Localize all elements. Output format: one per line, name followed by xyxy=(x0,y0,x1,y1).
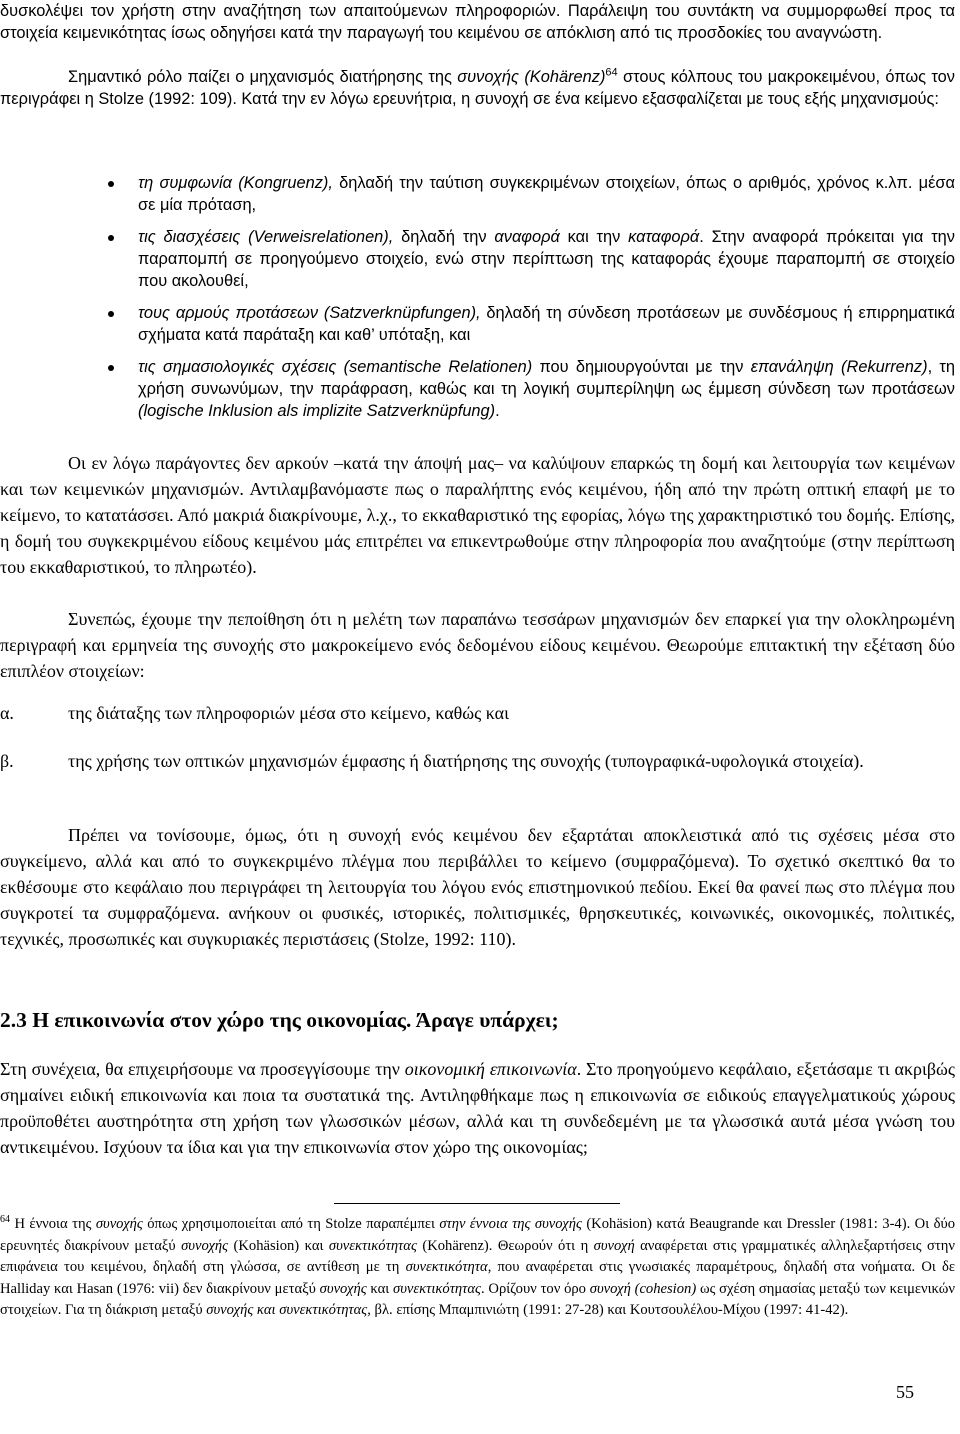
list-item xyxy=(0,226,955,292)
text-run: (Kohärenz). Θεωρούν ότι η xyxy=(416,1237,594,1254)
term-italic: συνεκτικότητας xyxy=(393,1280,481,1297)
text-run: , τη χρήση συνωνύμων, την παράφραση, καθώς και τη λογική συμπερίληψη ως έμμεση σύνδεση των προτάσεων xyxy=(138,358,955,398)
list-item xyxy=(0,172,955,216)
term-italic: τη συμφωνία (Kongruenz), xyxy=(138,174,333,192)
list-item xyxy=(0,356,955,422)
continued-line: από τις προσδοκίες του αναγνώστη. xyxy=(619,24,883,42)
text-run: . Στο προηγούμενο κεφάλαιο, εξετάσαμε τι ακριβώς σημαίνει ειδική επικοινωνία και ποια τα συστατικά της. Αντιληφθήκαμε πως η επικοινωνία σε ειδικούς επαγγελματικούς χώρους προϋποθέτει αυστηρότητα στη χρήση των γλωσσικών μέσων, αλλά και τη συνδεδεμένη με τα γλωσσικά αυτά μέσα γνώση του αντικειμένου. Ισχύουν τα ίδια και για την επικοινωνία στον χώρο της οικονομίας; xyxy=(0,1059,955,1157)
text-run: δηλαδή τη σύνδεση προτάσεων με συνδέσμους ή επιρρηματικά σχήματα κατά παράταξη και καθ’ υπόταξη, και xyxy=(138,304,955,344)
text-run: . Ορίζουν τον όρο xyxy=(480,1280,590,1297)
bullet-icon xyxy=(108,181,114,187)
continued-paragraph xyxy=(0,0,955,44)
term-italic: συνοχής και συνεκτικότητας xyxy=(206,1302,368,1318)
text-run: Σημαντικό ρόλο παίζει ο μηχανισμός διατήρησης της xyxy=(68,68,458,86)
footnote-number: 64 xyxy=(0,1214,10,1226)
text-run: . Στην αναφορά πρόκειται για την παραπομπή σε προηγούμενο στοιχείο, ενώ στην περίπτωση της καταφοράς έχουμε παραπομπή σε στοιχείο που ακολουθεί, xyxy=(138,228,955,290)
enum-label: β. xyxy=(0,751,14,771)
term-italic: (logische Inklusion als implizite Satzverknüpfung) xyxy=(138,402,496,420)
term-italic: συνοχής xyxy=(181,1237,229,1254)
text-run: . xyxy=(495,402,500,420)
term-italic: στην έννοια της συνοχής xyxy=(439,1216,582,1232)
text-run: στους κόλπους του μακροκειμένου, όπως τον περιγράφει η Stolze (1992: 109). Κατά την εν λόγω ερευνήτρια, η συνοχή σε ένα κείμενο εξασφαλίζεται με τους εξής μηχανισμούς: xyxy=(0,68,955,108)
term-italic: συνοχή xyxy=(593,1237,635,1254)
text-run: αναφέρεται στις γραμματικές αλληλεξαρτήσεις στην επιφάνεια του κειμένου, δηλαδή στη γλώσσα, σε αντίθεση με τη xyxy=(0,1237,956,1275)
text-run: Στη συνέχεια, θα επιχειρήσουμε να προσεγγίσουμε την xyxy=(0,1059,405,1079)
text-run: , που αναφέρεται στις γνωσιακές παραμέτρους, δηλαδή στα νοήματα. Οι δε Halliday και Hasan (1976: vii) δεν διακρίνουν μεταξύ xyxy=(0,1259,955,1297)
bullet-icon xyxy=(108,311,114,317)
text-run: και xyxy=(366,1280,393,1297)
term-italic: συνεκτικότητας xyxy=(328,1237,417,1254)
list-item xyxy=(0,302,955,346)
text-run: (Kohäsion) και xyxy=(228,1237,329,1254)
term-italic: οικονομική επικοινωνία xyxy=(404,1059,577,1079)
text-run: δηλαδή την ταύτιση συγκεκριμένων στοιχείων, όπως ο αριθμός, χρόνος κ.λπ. μέσα σε μία πρόταση, xyxy=(138,174,955,214)
mechanism-list xyxy=(0,172,955,432)
paragraph-conviction: Συνεπώς, έχουμε την πεποίθηση ότι η μελέτη των παραπάνω τεσσάρων μηχανισμών δεν επαρκεί για την ολοκληρωμένη περιγραφή και ερμηνεία της συνοχής στο μακροκείμενο ενός δεδομένου είδους κειμένου. Θεωρούμε επιτακτική την εξέταση δύο επιπλέον στοιχείων: xyxy=(0,609,955,681)
text-run: όπως χρησιμοποιείται από τη Stolze παραπέμπει xyxy=(142,1216,440,1232)
enum-item-b xyxy=(0,748,955,774)
term-italic: τις σημασιολογικές σχέσεις (semantische Relationen) xyxy=(138,358,533,376)
term-italic: συνοχής xyxy=(95,1216,143,1232)
enum-text: της χρήσης των οπτικών μηχανισμών έμφασης ή διατήρησης της συνοχής (τυπογραφικά-υφολογικά στοιχεία). xyxy=(68,751,864,771)
section-heading: 2.3 Η επικοινωνία στον χώρο της οικονομίας. Άραγε υπάρχει; xyxy=(0,1008,559,1032)
paragraph-context: Πρέπει να τονίσουμε, όμως, ότι η συνοχή ενός κειμένου δεν εξαρτάται αποκλειστικά από τις σχέσεις μέσα στο συγκείμενο, αλλά και από το συγκεκριμένο πλέγμα που περιβάλλει το κείμενο (συμφραζόμενα). Το σχετικό σκεπτικό θα το εκθέσουμε στο κεφάλαιο που περιγράφει τη λειτουργία του λόγου ενός επιστημονικού πεδίου. Εκεί θα φανεί πως στο πλέγμα που συγκροτεί τα συμφραζόμενα. ανήκουν οι φυσικές, ιστορικές, πολιτισμικές, θρησκευτικές, κοινωνικές, οικονομικές, πολιτικές, τεχνικές, προσωπικές και συγκυριακές περιστάσεις (Stolze, 1992: 110). xyxy=(0,825,955,949)
enum-label: α. xyxy=(0,703,14,723)
paragraph-cohesion xyxy=(0,66,955,110)
bullet-icon xyxy=(108,235,114,241)
term-italic: τους αρμούς προτάσεων (Satzverknüpfungen), xyxy=(138,304,481,322)
text-run: , βλ. επίσης Μπαμπινιώτη (1991: 27-28) και Κουτσουλέλου-Μίχου (1997: 41-42). xyxy=(367,1302,849,1318)
text-run: δηλαδή την xyxy=(393,228,495,246)
footnote-64 xyxy=(0,1214,955,1322)
term-italic: συνοχή (cohesion) xyxy=(589,1280,697,1297)
term-italic: αναφορά xyxy=(494,228,560,246)
term-italic: τις διασχέσεις (Verweisrelationen), xyxy=(138,228,394,246)
text-run: Η έννοια της xyxy=(10,1216,96,1232)
enum-item-a xyxy=(0,700,955,726)
term-italic: συνοχής xyxy=(319,1280,367,1297)
term-italic: επανάληψη (Rekurrenz) xyxy=(750,358,928,376)
footnote-reference[interactable]: 64 xyxy=(605,66,618,79)
text-run: (Kohäsion) κατά Beaugrande και Dressler (1981: 3-4). Οι δύο ερευνητές διακρίνουν μεταξύ xyxy=(0,1216,955,1254)
paragraph-economic-communication xyxy=(0,1056,955,1160)
term-italic: συνεκτικότητα xyxy=(405,1259,488,1275)
footnote-divider xyxy=(334,1203,620,1204)
continued-line: δυσκολέψει τον χρήστη στην αναζήτηση των απαιτούμενων πληροφοριών. Παράλειψη του συντάκτη να xyxy=(0,2,787,20)
term-italic: συνοχής (Kohärenz) xyxy=(457,68,606,86)
text-run: που δημιουργούνται με την xyxy=(532,358,751,376)
paragraph-factors: Οι εν λόγω παράγοντες δεν αρκούν –κατά την άποψή μας– να καλύψουν επαρκώς τη δομή και λειτουργία των κειμένων και των κειμενικών μηχανισμών. Αντιλαμβανόμαστε πως ο παραλήπτης ενός κειμένου, ήδη από την πρώτη οπτική επαφή με το κείμενο, το κατατάσσει. Από μακριά διακρίνουμε, λ.χ., το εκκαθαριστικό της εφορίας, λόγω της χαρακτηριστικό του δομής. Επίσης, η δομή του συγκεκριμένου είδους κειμένου μάς επιτρέπει να επικεντρωθούμε στην πληροφορία που αναζητούμε (στην περίπτωση του εκκαθαριστικού, το πληρωτέο). xyxy=(0,453,955,577)
text-run: και την xyxy=(559,228,629,246)
page-number: 55 xyxy=(896,1382,914,1402)
enum-text: της διάταξης των πληροφοριών μέσα στο κείμενο, καθώς και xyxy=(68,703,509,723)
text-run: ως σχέση σημασίας μεταξύ των κειμενικών στοιχείων. Για τη διάκριση μεταξύ xyxy=(0,1280,955,1318)
continued-line: συμμορφωθεί προς τα στοιχεία κειμενικότητας ίσως οδηγήσει κατά την παραγωγή του κειμένου σε απόκλιση xyxy=(0,2,956,42)
bullet-icon xyxy=(108,365,114,371)
term-italic: καταφορά xyxy=(628,228,700,246)
